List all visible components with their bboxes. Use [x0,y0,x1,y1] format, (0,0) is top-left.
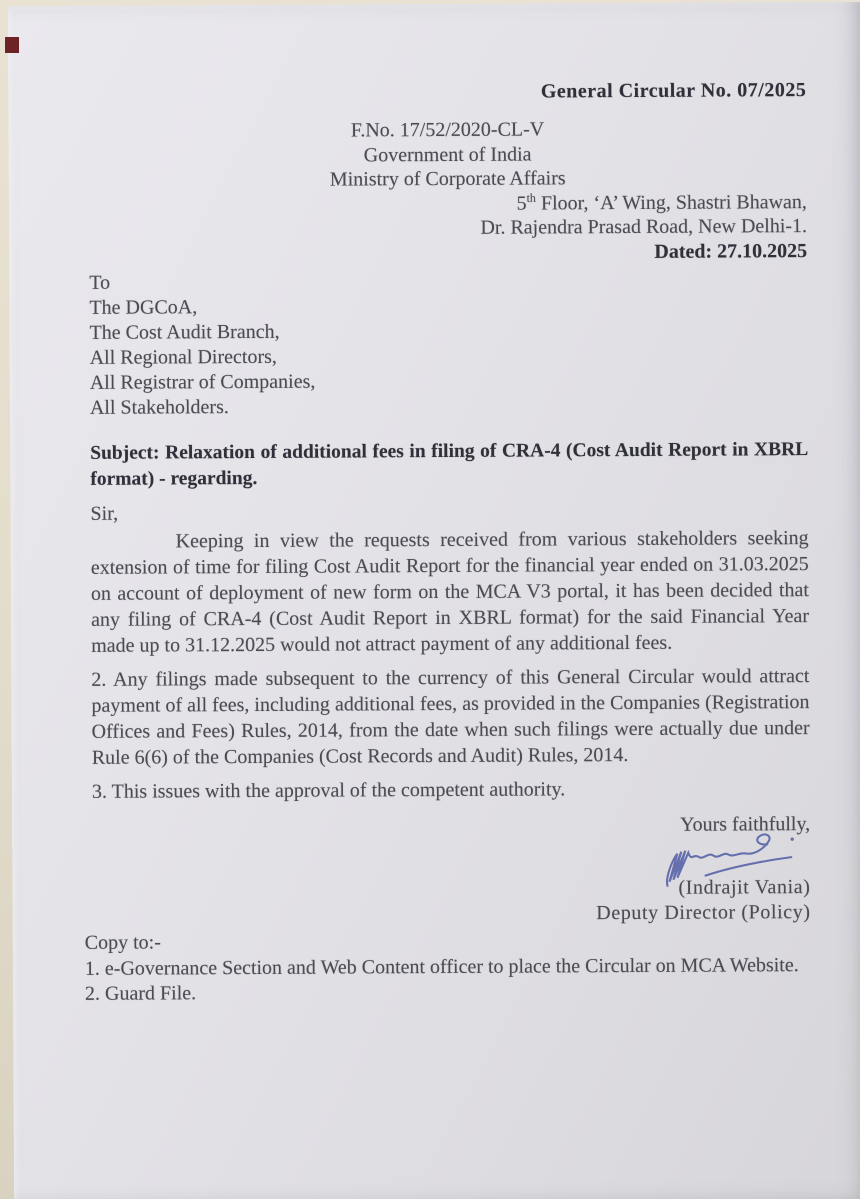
recipient-line: The DGCoA, [89,296,198,319]
to-label: To [89,271,111,294]
file-number: F.No. 17/52/2020-CL-V [350,118,545,142]
copy-to-block [85,927,811,1007]
copy-item: 2. Guard File. [84,982,197,1005]
office-address [89,190,807,267]
recipient-line: The Cost Audit Branch, [89,320,280,344]
recipient-line: All Stakeholders. [89,396,229,419]
signature-area [92,837,810,879]
recipient-line: All Regional Directors, [89,345,277,369]
salutation: Sir, [90,502,119,525]
signatory-name: (Indrajit Vania) [678,876,811,899]
red-mark [5,37,19,53]
letter-page [8,2,860,1199]
copy-to-label: Copy to:- [84,931,161,954]
copy-item: 1. e-Governance Section and Web Content officer to place the Circular on MCA Website. [84,953,799,980]
paragraph-1: Keeping in view the requests received from various stakeholders seeking extension of time for filing Cost Audit Report for the financial year ended on 31.03.2025 on account of deployment of new form on the MCA V3 portal, it has been decided that any filing of CRA-4 (Cost Audit Report in XBRL format) for the said Financial Year made up to 31.12.2025 would not attract payment of any additional fees. [90,527,810,657]
address-line-2: Dr. Rajendra Prasad Road, New Delhi-1. [480,215,808,239]
recipient-line: All Registrar of Companies, [89,370,316,394]
government-line: Government of India [363,143,532,166]
address-line-1: 5th Floor, ‘A’ Wing, Shastri Bhawan, [516,190,807,215]
letterhead [88,116,806,193]
signatory-title: Deputy Director (Policy) [596,901,811,925]
ministry-line: Ministry of Corporate Affairs [329,167,566,191]
signature-scribble [655,823,805,894]
circular-number: General Circular No. 07/2025 [540,79,807,103]
letter-content [8,2,860,1008]
paragraph-2: 2. Any filings made subsequent to the currency of this General Circular would attract payment of all fees, including additional fees, as provided in the Companies (Registration Offices and Fees) Rules, 2014, from the date when such filings were actually due under Rule 6(6) of the Companies (Cost Records and Audit) Rules, 2014. [91,665,810,769]
subject-line: Subject: Relaxation of additional fees in filing of CRA-4 (Cost Audit Report in XBRL format) - regarding. [90,439,809,490]
floor-superscript: th [526,190,536,205]
recipient-block [89,267,808,421]
closing-line: Yours faithfully, [680,813,811,836]
paragraph-3: 3. This issues with the approval of the competent authority. [91,778,566,803]
dated-line: Dated: 27.10.2025 [654,239,808,263]
